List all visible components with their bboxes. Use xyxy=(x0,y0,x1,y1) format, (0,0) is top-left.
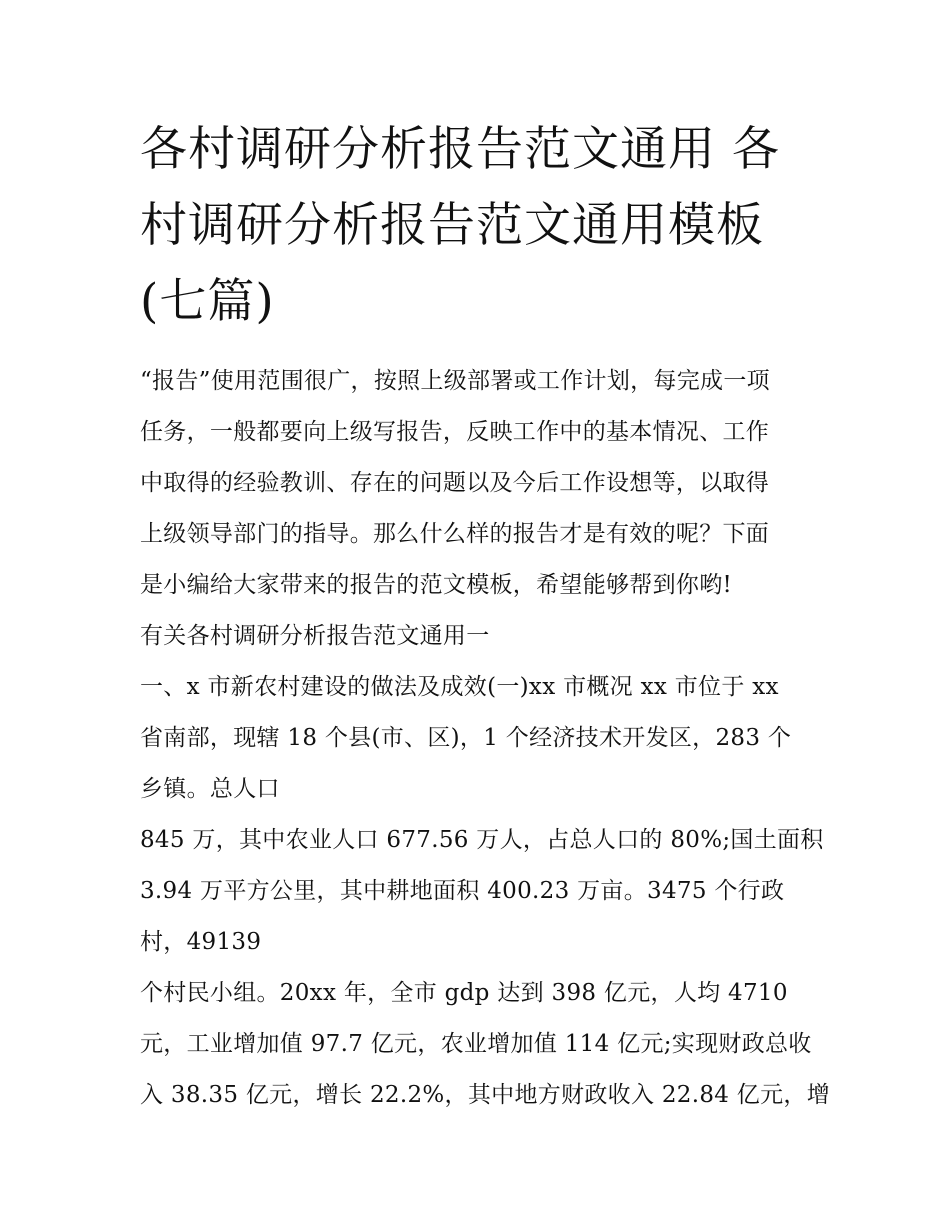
title-line-1: 各村调研分析报告范文通用 各 xyxy=(140,122,780,177)
body-line-10: 845 万，其中农业人口 677.56 万人，占总人口的 80%;国土面积 xyxy=(140,827,824,853)
body-line-8: 省南部，现辖 18 个县(市、区)，1 个经济技术开发区，283 个 xyxy=(140,725,792,751)
body-line-3: 中取得的经验教训、存在的问题以及今后工作设想等，以取得 xyxy=(140,470,770,496)
body-line-7: 一、x 市新农村建设的做法及成效(一)xx 市概况 xx 市位于 xx xyxy=(140,674,779,700)
document-body xyxy=(140,356,830,1121)
title-line-3: (七篇) xyxy=(140,274,275,329)
body-line-2: 任务，一般都要向上级写报告，反映工作中的基本情况、工作 xyxy=(140,419,770,445)
body-line-1: “报告”使用范围很广，按照上级部署或工作计划，每完成一项 xyxy=(140,368,770,394)
body-line-9: 乡镇。总人口 xyxy=(140,776,280,802)
body-line-13: 个村民小组。20xx 年，全市 gdp 达到 398 亿元，人均 4710 xyxy=(140,980,788,1006)
body-line-15: 入 38.35 亿元，增长 22.2%，其中地方财政收入 22.84 亿元，增 xyxy=(140,1082,831,1108)
body-line-14: 元，工业增加值 97.7 亿元，农业增加值 114 亿元;实现财政总收 xyxy=(140,1031,812,1057)
title-line-2: 村调研分析报告范文通用模板 xyxy=(140,198,764,253)
section-heading: 有关各村调研分析报告范文通用一 xyxy=(140,623,490,649)
body-line-12: 村，49139 xyxy=(140,929,262,955)
body-line-4: 上级领导部门的指导。那么什么样的报告才是有效的呢？下面 xyxy=(140,521,770,547)
body-line-5: 是小编给大家带来的报告的范文模板，希望能够帮到你哟! xyxy=(140,572,733,598)
body-line-11: 3.94 万平方公里，其中耕地面积 400.23 万亩。3475 个行政 xyxy=(140,878,785,904)
document-title xyxy=(140,112,830,340)
